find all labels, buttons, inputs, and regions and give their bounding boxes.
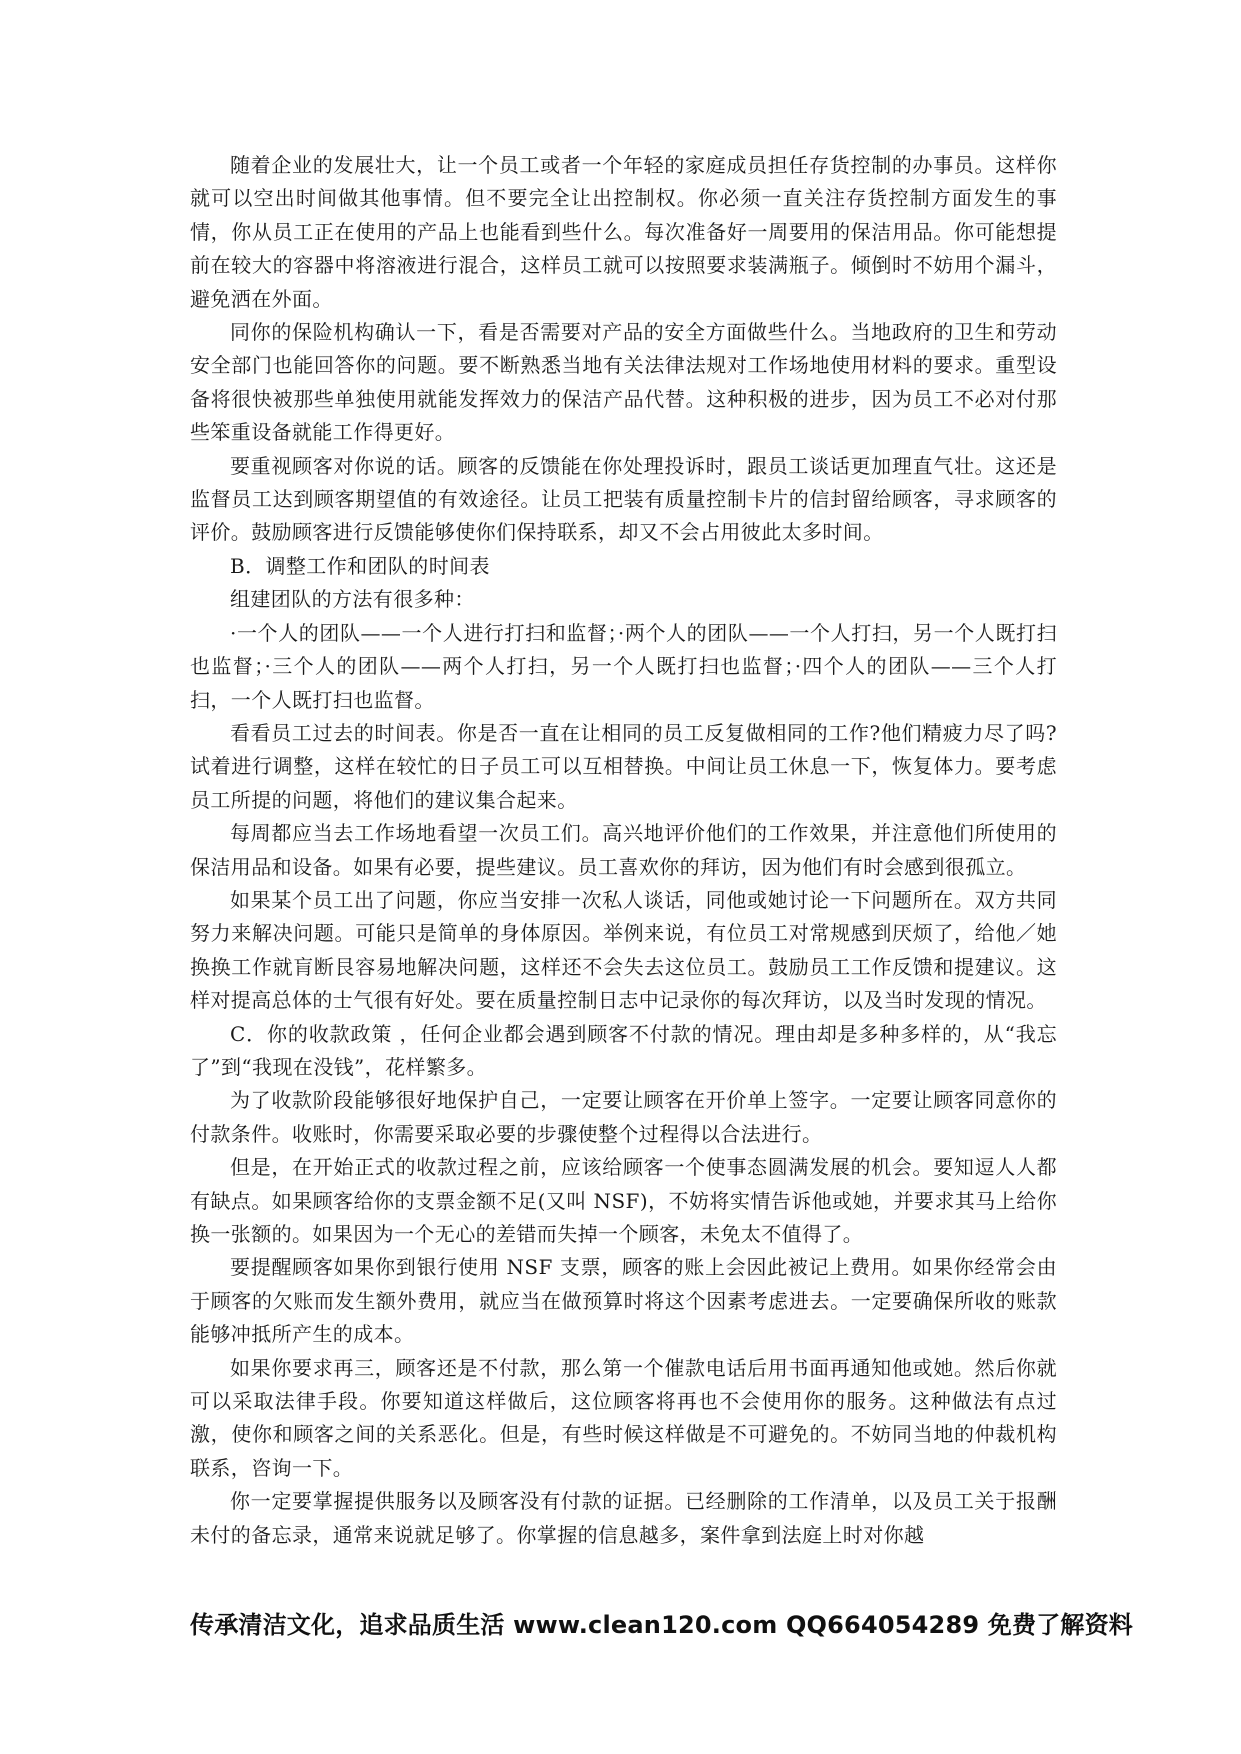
paragraph-legal-action: 如果你要求再三，顾客还是不付款，那么第一个催款电话后用书面再通知他或她。然后你就可以采取法律手段。你要知道这样做后，这位顾客将再也不会使用你的服务。这种做法有点过激，使你和顾客之间的关系恶化。但是，有些时候这样做是不可避免的。不妨同当地的仲裁机构联系，咨询一下。 bbox=[190, 1355, 1057, 1480]
page-footer: 传承清洁文化，追求品质生活 www.clean120.com QQ664054289 免费了解资料 bbox=[190, 1611, 1134, 1639]
paragraph-team-list: ·一个人的团队——一个人进行打扫和监督；·两个人的团队——一个人打扫，另一个人既打扫也监督；·三个人的团队——两个人打扫，另一个人既打扫也监督；·四个人的团队——三个人打扫，一个人既打扫也监督。 bbox=[190, 620, 1057, 712]
paragraph-evidence: 你一定要掌握提供服务以及顾客没有付款的证据。已经删除的工作清单，以及员工关于报酬未付的备忘录，通常来说就足够了。你掌握的信息越多，案件拿到法庭上时对你越 bbox=[190, 1489, 1057, 1547]
paragraph-customer-feedback: 要重视顾客对你说的话。顾客的反馈能在你处理投诉时，跟员工谈话更加理直气壮。这还是监督员工达到顾客期望值的有效途径。让员工把装有质量控制卡片的信封留给顾客，寻求顾客的评价。鼓励顾客进行反馈能够使你们保持联系，却又不会占用彼此太多时间。 bbox=[190, 453, 1057, 545]
paragraph-collection-protection: 为了收款阶段能够很好地保护自己，一定要让顾客在开价单上签字。一定要让顾客同意你的付款条件。收账时，你需要采取必要的步骤使整个过程得以合法进行。 bbox=[190, 1088, 1057, 1146]
paragraph-schedule-review: 看看员工过去的时间表。你是否一直在让相同的员工反复做相同的工作?他们精疲力尽了吗?试着进行调整，这样在较忙的日子员工可以互相替换。中间让员工休息一下，恢复体力。要考虑员工所提的问题，将他们的建议集合起来。 bbox=[190, 720, 1057, 812]
paragraph-bank-fees: 要提醒顾客如果你到银行使用 NSF 支票，顾客的账上会因此被记上费用。如果你经常会由于顾客的欠账而发生额外费用，就应当在做预算时将这个因素考虑进去。一定要确保所收的账款能够冲抵所产生的成本。 bbox=[190, 1255, 1057, 1347]
paragraph-nsf-check: 但是，在开始正式的收款过程之前，应该给顾客一个使事态圆满发展的机会。要知逗人人都有缺点。如果顾客给你的支票金额不足(又叫 NSF)，不妨将实情告诉他或她，并要求其马上给你换一张额的。如果因为一个无心的差错而失掉一个顾客，未免太不值得了。 bbox=[190, 1155, 1057, 1246]
paragraph-employee-problem: 如果某个员工出了问题，你应当安排一次私人谈话，同他或她讨论一下问题所在。双方共同努力来解决问题。可能只是简单的身体原因。举例来说，有位员工对常规感到厌烦了，给他／她换换工作就肓断艮容易地解决问题，这样还不会失去这位员工。鼓励员工工作反馈和提建议。这样对提高总体的士气很有好处。要在质量控制日志中记录你的每次拜访，以及当时发现的情况。 bbox=[190, 887, 1057, 1013]
document-body bbox=[190, 149, 1057, 1552]
section-heading-b: B．调整工作和团队的时间表 bbox=[230, 553, 490, 578]
paragraph-insurance-safety: 同你的保险机构确认一下，看是否需要对产品的安全方面做些什么。当地政府的卫生和劳动安全部门也能回答你的问题。要不断熟悉当地有关法律法规对工作场地使用材料的要求。重型设备将很快被那些单独使用就能发挥效力的保洁产品代替。这种积极的进步，因为员工不必对付那些笨重设备就能工作得更好。 bbox=[190, 320, 1057, 445]
paragraph-team-methods: 组建团队的方法有很多种： bbox=[230, 587, 475, 612]
section-heading-c: C．你的收款政策 ，任何企业都会遇到顾客不付款的情况。理由却是多种多样的，从“我忘了”到“我现在没钱”，花样繁多。 bbox=[190, 1021, 1057, 1079]
paragraph-weekly-visit: 每周都应当去工作场地看望一次员工们。高兴地评价他们的工作效果，并注意他们所使用的保洁用品和设备。如果有必要，提些建议。员工喜欢你的拜访，因为他们有时会感到很孤立。 bbox=[190, 821, 1057, 879]
paragraph-inventory-control: 随着企业的发展壮大，让一个员工或者一个年轻的家庭成员担任存货控制的办事员。这样你就可以空出时间做其他事情。但不要完全让出控制权。你必须一直关注存货控制方面发生的事情，你从员工正在使用的产品上也能看到些什么。每次准备好一周要用的保洁用品。你可能想提前在较大的容器中将溶液进行混合，这样员工就可以按照要求装满瓶子。倾倒时不妨用个漏斗，避免洒在外面。 bbox=[190, 153, 1057, 311]
